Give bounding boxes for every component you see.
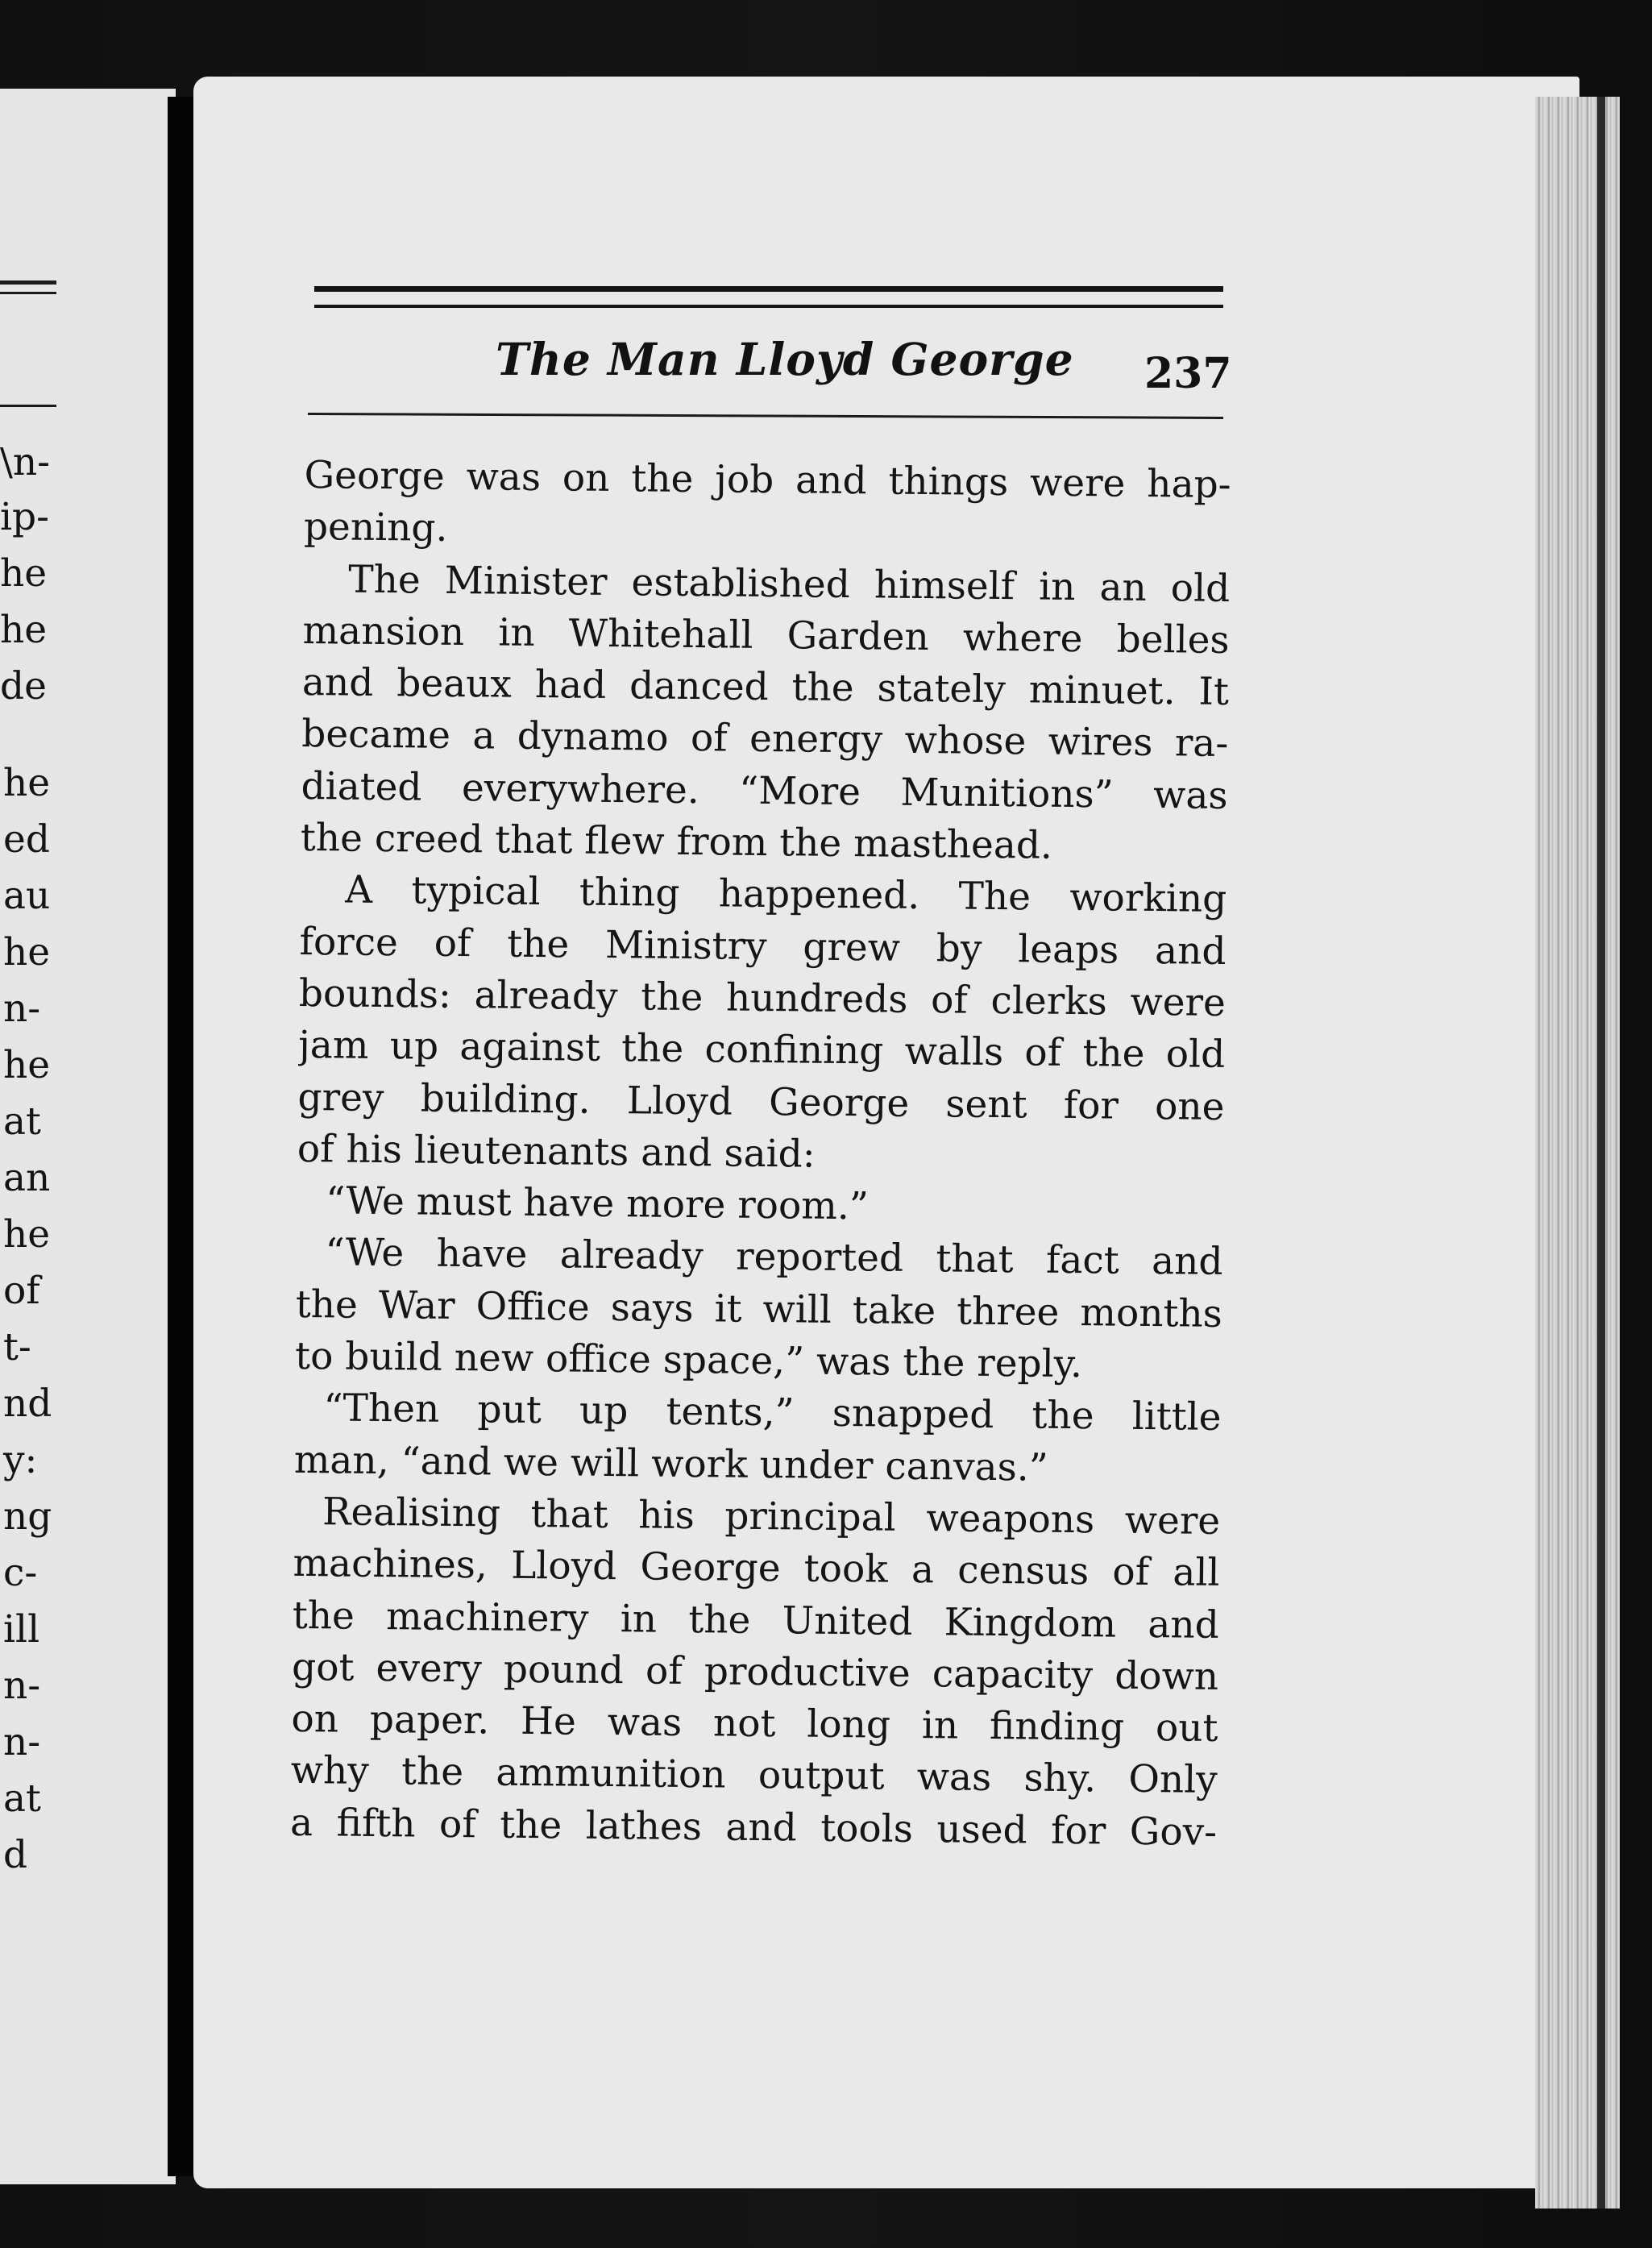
facing-page-fragment: c- [3,1551,38,1595]
text-line: Realising that his principal weapons were [322,1490,1221,1544]
text-line: diated everywhere. “More Munitions” was [301,763,1228,818]
facing-page-fragment: ip- [0,495,49,539]
text-line: mansion in Whitehall Garden where belles [302,608,1230,663]
text-line: got every pound of productive capacity down [291,1644,1219,1699]
text-line: man, “and we will work under canvas.” [293,1437,1048,1490]
facing-page-fragment: at [3,1776,41,1821]
facing-page-fragment: ill [3,1607,40,1652]
facing-page-fragment: d [3,1833,28,1877]
facing-page-fragment: of [3,1269,40,1313]
facing-page-edge [0,89,176,2184]
header-rule-thick [314,286,1223,292]
body-text [290,450,1231,1859]
text-line: the machinery in the United Kingdom and [292,1593,1220,1648]
facing-page-rule [0,292,56,294]
text-line: a fifth of the lathes and tools used for Gov- [289,1800,1218,1855]
text-line: to build new office space,” was the reply. [294,1333,1083,1387]
facing-page-fragment: au [3,874,51,918]
facing-page-fragment: n- [3,1720,41,1764]
facing-page-fragment: he [0,551,48,596]
text-line: bounds: already the hundreds of clerks were [298,970,1227,1025]
facing-page-fragment: t- [3,1325,31,1369]
facing-page-fragment: ng [3,1494,52,1539]
text-line: “Then put up tents,” snapped the little [323,1386,1222,1440]
book-gutter [168,97,193,2176]
text-line: “We have already reported that fact and [325,1230,1223,1285]
facing-page-fragment: he [0,608,48,652]
header-rule-thin [314,305,1223,308]
text-line: became a dynamo of energy whose wires ra- [301,712,1229,767]
facing-page-fragment: de [0,664,47,708]
facing-page-fragment: at [3,1099,41,1144]
text-line: why the ammunition output was shy. Only [290,1748,1218,1803]
text-line: jam up against the confining walls of the old [297,1023,1226,1078]
text-line: the creed that flew from the masthead. [300,816,1053,868]
facing-page-fragment: n- [3,1664,41,1708]
text-line: grey building. Lloyd George sent for one [297,1074,1225,1129]
text-line: George was on the job and things were hap- [304,452,1231,508]
text-line: “We must have more room.” [325,1178,870,1229]
facing-page-fragment: he [3,1043,51,1087]
text-line: machines, Lloyd George took a census of all [293,1541,1220,1596]
facing-page-fragment: he [3,761,51,805]
facing-page-fragment: nd [3,1382,52,1426]
text-line: the War Office says it will take three months [295,1282,1223,1336]
text-line: of his lieutenants and said: [297,1126,816,1177]
text-line: A typical thing happened. The working [344,867,1227,922]
facing-page-rule [0,405,56,407]
facing-page-fragment: ed [3,817,50,862]
text-line: on paper. He was not long in finding out [291,1697,1218,1751]
facing-page-fragment: he [3,1212,51,1257]
page-edges [1535,97,1620,2209]
facing-page-fragment: \n- [0,440,50,484]
text-line: and beaux had danced the stately minuet. It [301,660,1230,715]
facing-page-rule [0,280,56,285]
facing-page-fragment: an [3,1156,51,1200]
text-line: force of the Ministry grew by leaps and [299,919,1227,974]
text-line: pening. [303,505,448,551]
facing-page-fragment: n- [3,987,41,1031]
text-line: The Minister established himself in an old [348,557,1231,611]
facing-page-fragment: y: [3,1438,38,1482]
running-title: The Man Lloyd George [496,333,1074,385]
facing-page-fragment: he [3,930,51,974]
page-number: 237 [1144,349,1232,398]
